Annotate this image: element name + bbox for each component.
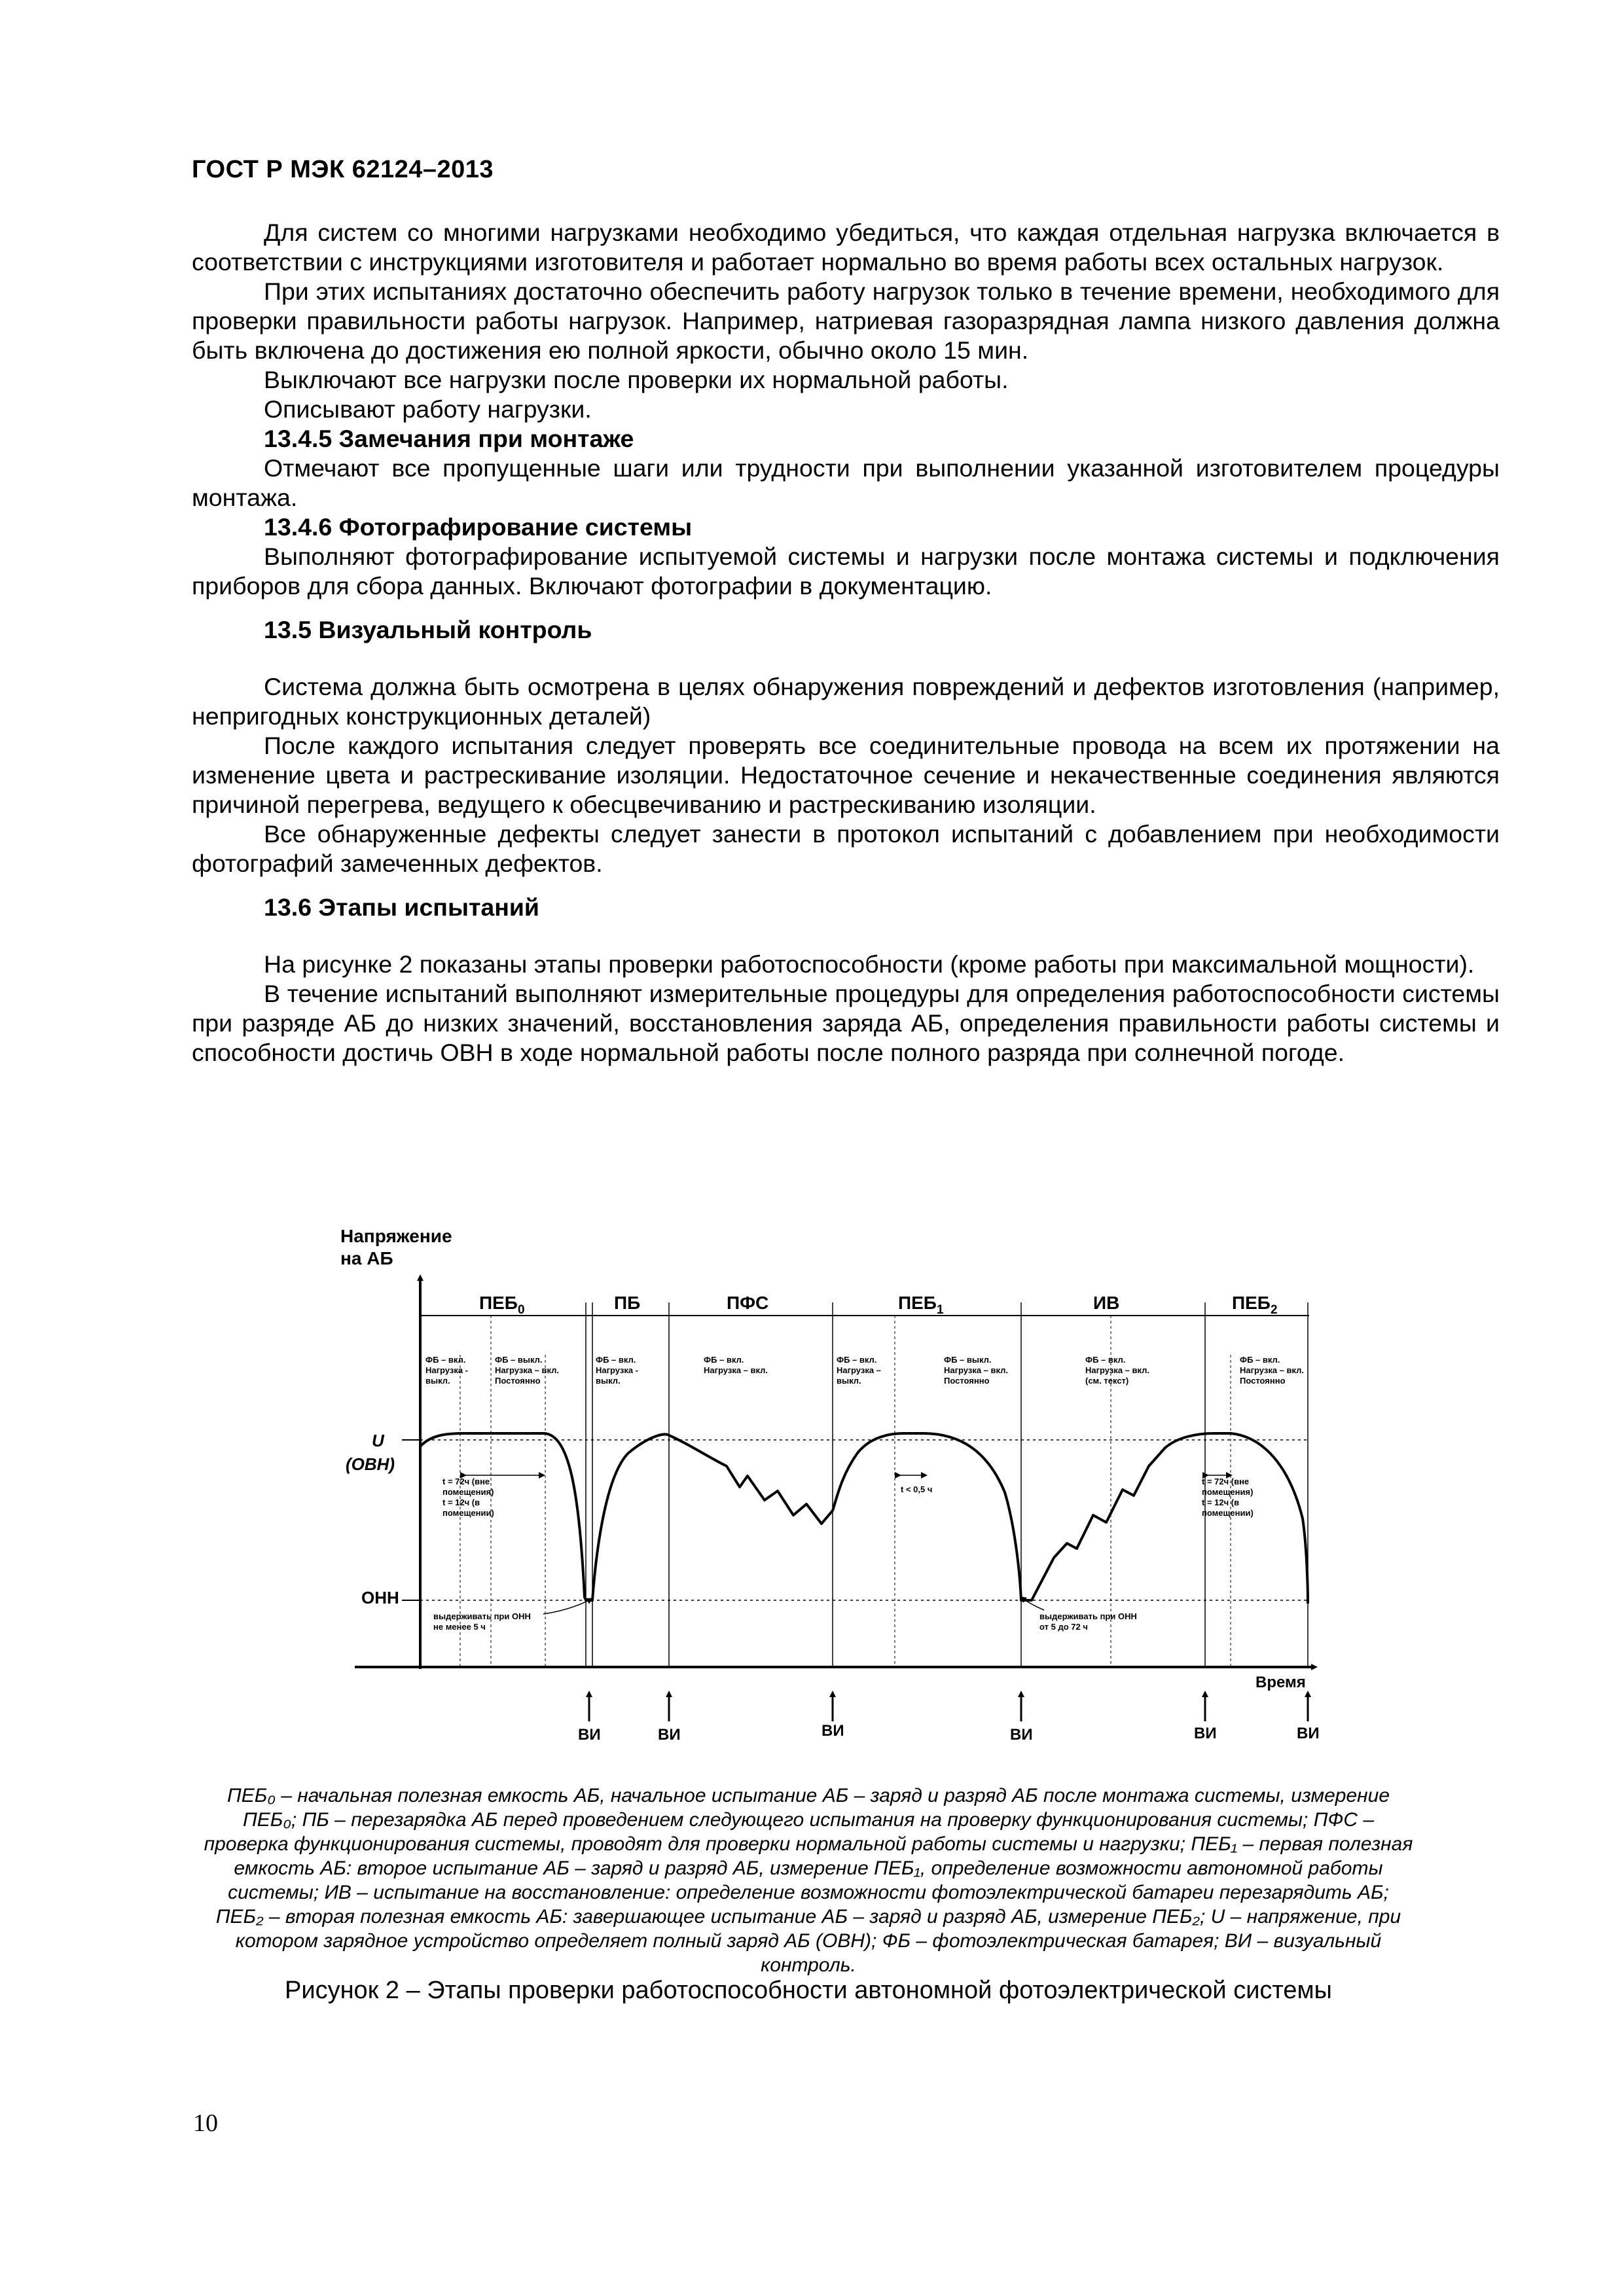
- body-text: [192, 218, 1500, 1067]
- duration-note: t < 0,5 ч: [901, 1484, 933, 1494]
- state-label: (см. текст): [1085, 1376, 1129, 1386]
- x-axis-title: Время: [1255, 1674, 1306, 1691]
- state-label: Постоянно: [944, 1376, 990, 1386]
- phase-label-peb2: $ПЕБ_2$: [1232, 1293, 1278, 1317]
- duration-note: t = 12ч (в: [1202, 1498, 1240, 1507]
- legend-line: проверка функционирования системы, проводят для проверки нормальной работы системы и нагрузки; ПЕБ₁ – первая полезная: [204, 1833, 1413, 1855]
- duration-note: t = 72ч (вне: [442, 1477, 490, 1486]
- phase-label-pfs: ПФС: [727, 1293, 769, 1313]
- paragraph: При этих испытаниях достаточно обеспечить работу нагрузок только в течение времени, необходимого для проверки правильности работы нагрузок. Например, натриевая газоразрядная лампа низкого давления должна быть включена до достижения ею полной яркости, обычно около 15 мин.: [192, 278, 1500, 364]
- state-label: Нагрузка –: [837, 1365, 881, 1375]
- paragraph: Для систем со многими нагрузками необходимо убедиться, что каждая отдельная нагрузка включается в соответствии с инструкциями изготовителя и работает нормально во время работы всех остальных нагрузок.: [192, 219, 1500, 276]
- vi-arrows: [589, 1694, 1308, 1721]
- hold-note: от 5 до 72 ч: [1039, 1622, 1088, 1632]
- vi-label: ВИ: [1194, 1725, 1217, 1741]
- phase-label-iv: ИВ: [1093, 1293, 1120, 1313]
- state-label: ФБ – вкл.: [1085, 1355, 1126, 1365]
- figure-legend: [190, 1784, 1427, 1977]
- phase-label-pb: ПБ: [614, 1293, 641, 1313]
- legend-line: ПЕБ₀; ПБ – перезарядка АБ перед проведением следующего испытания на проверку функционирования системы; ПФС –: [242, 1809, 1375, 1831]
- state-label: ФБ – выкл.: [944, 1355, 992, 1365]
- duration-note: помещении): [1202, 1508, 1254, 1518]
- phase-label-peb1: $ПЕБ_1$: [898, 1293, 944, 1317]
- legend-line: ПЕБ₂ – вторая полезная емкость АБ: завершающее испытание АБ – заряд и разряд АБ, измерение ПЕБ₂; U – напряжение, при: [215, 1906, 1401, 1928]
- vi-label: ВИ: [658, 1726, 681, 1741]
- legend-line: котором зарядное устройство определяет полный заряд АБ (ОВН); ФБ – фотоэлектрическая батарея; ВИ – визуальный: [235, 1930, 1382, 1952]
- state-label: выкл.: [425, 1376, 450, 1386]
- voltage-diagram: [334, 1217, 1355, 1741]
- state-label: Нагрузка -: [425, 1365, 468, 1375]
- state-label: Нагрузка – вкл.: [1085, 1365, 1150, 1375]
- section-heading: 13.4.5 Замечания при монтаже: [264, 425, 634, 452]
- paragraph: На рисунке 2 показаны этапы проверки работоспособности (кроме работы при максимальной мощности).: [264, 950, 1475, 978]
- section-heading: 13.5 Визуальный контроль: [264, 616, 592, 643]
- state-label: ФБ – вкл.: [425, 1355, 466, 1365]
- legend-line: системы; ИВ – испытание на восстановление: определение возможности фотоэлектрической батареи перезарядить АБ;: [228, 1882, 1389, 1903]
- legend-line: контроль.: [761, 1954, 856, 1976]
- state-label: ФБ – вкл.: [704, 1355, 744, 1365]
- state-label: Постоянно: [1240, 1376, 1286, 1386]
- vi-label: ВИ: [1297, 1725, 1320, 1741]
- legend-line: ПЕБ₀ – начальная полезная емкость АБ, начальное испытание АБ – заряд и разряд АБ после монтажа системы, измерение: [226, 1785, 1390, 1806]
- paragraph: Система должна быть осмотрена в целях обнаружения повреждений и дефектов изготовления (например, непригодных конструкционных деталей): [192, 673, 1500, 730]
- section-heading: 13.6 Этапы испытаний: [264, 893, 539, 921]
- vi-label: ВИ: [1010, 1726, 1033, 1741]
- duration-note: t = 72ч (вне: [1202, 1477, 1250, 1486]
- hold-note: выдерживать при ОНН: [433, 1611, 531, 1621]
- state-label: Постоянно: [495, 1376, 541, 1386]
- ovn-label: (ОВН): [346, 1454, 395, 1474]
- state-label: ФБ – выкл.: [495, 1355, 543, 1365]
- paragraph: После каждого испытания следует проверять все соединительные провода на всем их протяжении на изменение цвета и растрескивание изоляции. Недостаточное сечение и некачественные соединения являются причиной перегрева, ведущего к обесцвечиванию и растрескиванию изоляции.: [192, 732, 1500, 818]
- axes: [355, 1278, 1314, 1669]
- onn-label: ОНН: [361, 1588, 399, 1607]
- paragraph: Все обнаруженные дефекты следует занести в протокол испытаний с добавлением при необходимости фотографий замеченных дефектов.: [192, 820, 1500, 877]
- state-label: Нагрузка -: [596, 1365, 638, 1375]
- hold-note: выдерживать при ОНН: [1039, 1611, 1137, 1621]
- y-axis-title: Напряжение: [340, 1226, 452, 1246]
- state-label: Нагрузка – вкл.: [944, 1365, 1009, 1375]
- duration-note: помещения): [442, 1487, 494, 1497]
- state-label: Нагрузка – вкл.: [1240, 1365, 1305, 1375]
- section-heading: 13.4.6 Фотографирование системы: [264, 513, 693, 541]
- state-label: ФБ – вкл.: [1240, 1355, 1280, 1365]
- legend-line: емкость АБ: второе испытание АБ – заряд и разряд АБ, измерение ПЕБ₁, определение возможности автономной работы: [234, 1857, 1383, 1879]
- state-label: выкл.: [596, 1376, 621, 1386]
- paragraph: Описывают работу нагрузки.: [264, 395, 592, 423]
- figure-title: Рисунок 2 – Этапы проверки работоспособности автономной фотоэлектрической системы: [285, 1977, 1332, 2004]
- paragraph: Отмечают все пропущенные шаги или трудности при выполнении указанной изготовителем процедуры монтажа.: [192, 454, 1500, 511]
- vi-label: ВИ: [821, 1722, 844, 1740]
- state-label: Нагрузка – вкл.: [704, 1365, 768, 1375]
- duration-note: t = 12ч (в: [442, 1498, 480, 1507]
- state-label: Нагрузка – вкл.: [495, 1365, 560, 1375]
- page-number: 10: [193, 2109, 218, 2137]
- phase-label-peb0: $ПЕБ_0$: [479, 1293, 525, 1317]
- state-label: ФБ – вкл.: [596, 1355, 636, 1365]
- page-header: ГОСТ Р МЭК 62124–2013: [192, 156, 494, 183]
- state-label: ФБ – вкл.: [837, 1355, 877, 1365]
- u-label: U: [372, 1431, 384, 1450]
- hold-note: не менее 5 ч: [433, 1622, 486, 1632]
- paragraph: Выполняют фотографирование испытуемой системы и нагрузки после монтажа системы и подключения приборов для сбора данных. Включают фотографии в документацию.: [192, 543, 1500, 600]
- duration-note: помещении): [442, 1508, 494, 1518]
- y-axis-title: на АБ: [340, 1248, 393, 1268]
- figure-2: [334, 1217, 1355, 1741]
- paragraph: Выключают все нагрузки после проверки их нормальной работы.: [264, 366, 1009, 393]
- voltage-curve: [420, 1433, 1308, 1604]
- state-label: выкл.: [837, 1376, 861, 1386]
- duration-note: помещения): [1202, 1487, 1254, 1497]
- paragraph: В течение испытаний выполняют измерительные процедуры для определения работоспособности системы при разряде АБ до низких значений, восстановления заряда АБ, определения правильности работы системы и способности достичь ОВН в ходе нормальной работы после полного разряда при солнечной погоде.: [192, 980, 1500, 1066]
- vi-label: ВИ: [578, 1726, 601, 1741]
